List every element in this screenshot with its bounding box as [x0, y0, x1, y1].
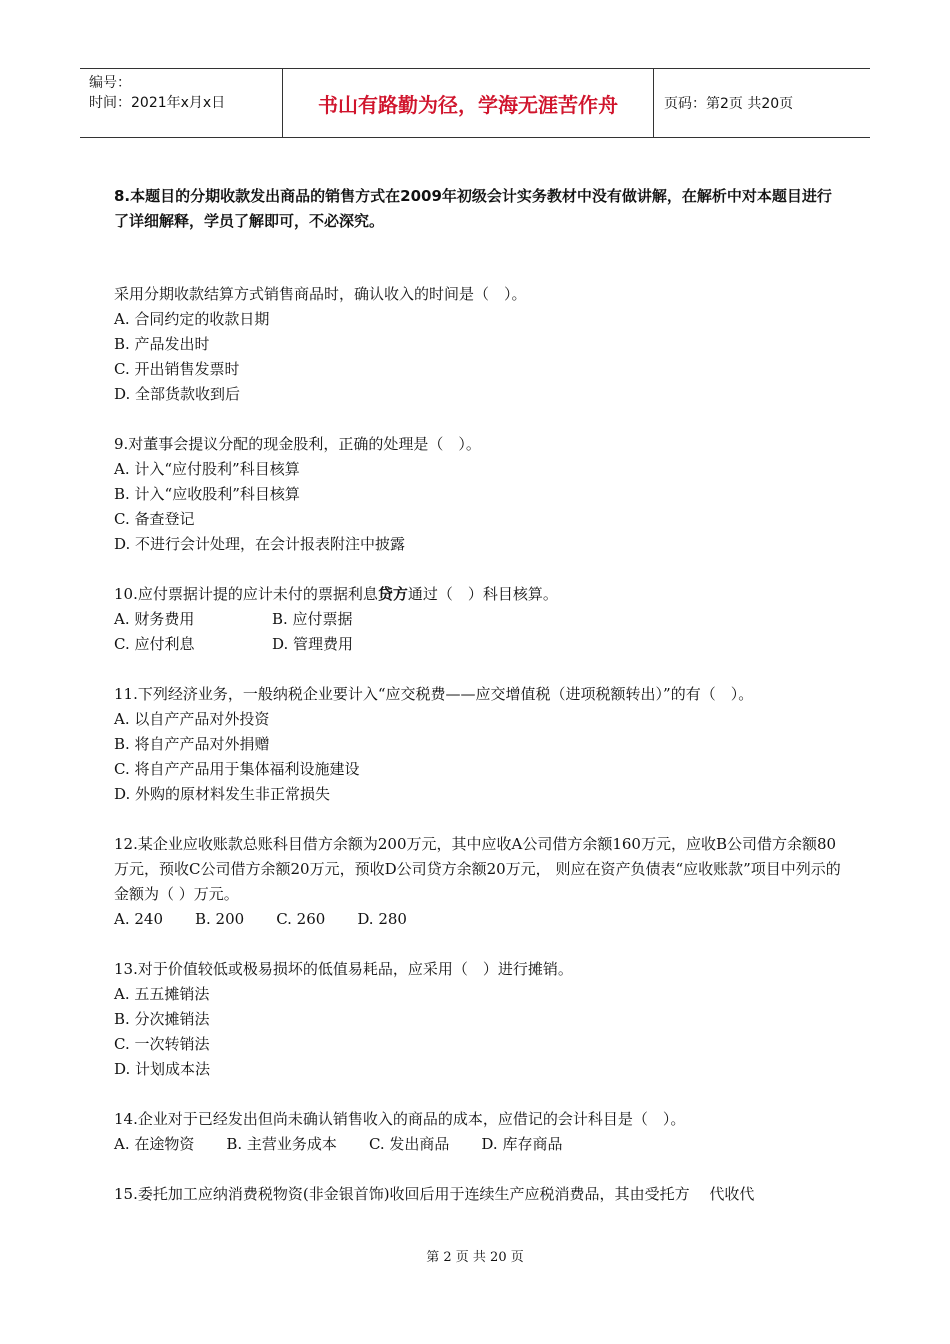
option-d: D. 不进行会计处理，在会计报表附注中披露 — [114, 535, 406, 553]
document-body — [114, 184, 844, 1232]
option-b: B. 主营业务成本 — [226, 1135, 337, 1153]
question-10 — [114, 582, 844, 657]
option-row — [114, 632, 844, 657]
option-c: C. 将自产产品用于集体福利设施建设 — [114, 760, 360, 778]
option-b: B. 分次摊销法 — [114, 1010, 210, 1028]
option-d: D. 全部货款收到后 — [114, 385, 241, 403]
option-row — [114, 1132, 844, 1157]
header-page-number: 页码：第2页 共20页 — [664, 96, 794, 112]
page-header — [80, 68, 870, 138]
option-row — [114, 907, 844, 932]
question-9 — [114, 432, 844, 557]
option-a: A. 计入“应付股利”科目核算 — [114, 460, 300, 478]
question-13 — [114, 957, 844, 1082]
header-info — [80, 69, 282, 137]
option-c: C. 一次转销法 — [114, 1035, 210, 1053]
option-b: B. 应付票据 — [272, 610, 353, 628]
question-stem: 采用分期收款结算方式销售商品时，确认收入的时间是（ ）。 — [114, 285, 527, 303]
option-d: D. 280 — [357, 910, 407, 928]
question-11 — [114, 682, 844, 807]
question-15 — [114, 1182, 844, 1207]
note-paragraph: 8.本题目的分期收款发出商品的销售方式在2009年初级会计实务教材中没有做讲解，在解析中对本题目进行了详细解释，学员了解即可，不必深究。 — [114, 187, 832, 230]
question-stem: 14.企业对于已经发出但尚未确认销售收入的商品的成本，应借记的会计科目是（ ）。 — [114, 1110, 686, 1128]
option-a: A. 财务费用 — [114, 610, 195, 628]
option-a: A. 合同约定的收款日期 — [114, 310, 270, 328]
stem-text: 10.应付票据计提的应计未付的票据利息 — [114, 585, 378, 603]
question-stem: 12.某企业应收账款总账科目借方余额为200万元，其中应收A公司借方余额160万元，应收B公司借方余额80万元，预收C公司借方余额20万元，预收D公司贷方余额20万元， 则应在资产负债表“应收账款”项目中列示的金额为（ ）万元。 — [114, 835, 841, 903]
question-stem: 9.对董事会提议分配的现金股利，正确的处理是（ ）。 — [114, 435, 481, 453]
option-a: A. 240 — [114, 910, 163, 928]
option-a: A. 以自产产品对外投资 — [114, 710, 270, 728]
option-b: B. 计入“应收股利”科目核算 — [114, 485, 300, 503]
question-stem: 15.委托加工应纳消费税物资(非金银首饰)收回后用于连续生产应税消费品，其由受托方 代收代 — [114, 1185, 755, 1203]
option-d: D. 管理费用 — [272, 635, 354, 653]
option-b: B. 200 — [195, 910, 245, 928]
option-b: B. 将自产产品对外捐赠 — [114, 735, 270, 753]
option-c: C. 应付利息 — [114, 635, 195, 653]
page-footer: 第 2 页 共 20 页 — [426, 1250, 524, 1265]
question-stem: 13.对于价值较低或极易损坏的低值易耗品，应采用（ ）进行摊销。 — [114, 960, 573, 978]
option-c: C. 备查登记 — [114, 510, 195, 528]
option-d: D. 计划成本法 — [114, 1060, 211, 1078]
option-d: D. 库存商品 — [481, 1135, 563, 1153]
header-motto: 书山有路勤为径，学海无涯苦作舟 — [282, 69, 654, 137]
option-row — [114, 607, 844, 632]
stem-text: 通过（ ）科目核算。 — [407, 585, 558, 603]
question-stem — [114, 582, 844, 607]
stem-emphasis: 贷方 — [377, 585, 408, 603]
question-14 — [114, 1107, 844, 1157]
question-8 — [114, 282, 844, 407]
question-stem: 11.下列经济业务，一般纳税企业要计入“应交税费——应交增值税（进项税额转出）”的有（ ）。 — [114, 685, 754, 703]
option-c: C. 260 — [276, 910, 326, 928]
document-number: 编号： — [89, 75, 131, 91]
option-a: A. 五五摊销法 — [114, 985, 210, 1003]
question-12 — [114, 832, 844, 932]
option-b: B. 产品发出时 — [114, 335, 210, 353]
document-time: 时间：2021年x月x日 — [89, 95, 226, 111]
option-d: D. 外购的原材料发生非正常损失 — [114, 785, 331, 803]
option-a: A. 在途物资 — [114, 1135, 195, 1153]
option-c: C. 发出商品 — [368, 1135, 450, 1153]
option-c: C. 开出销售发票时 — [114, 360, 240, 378]
